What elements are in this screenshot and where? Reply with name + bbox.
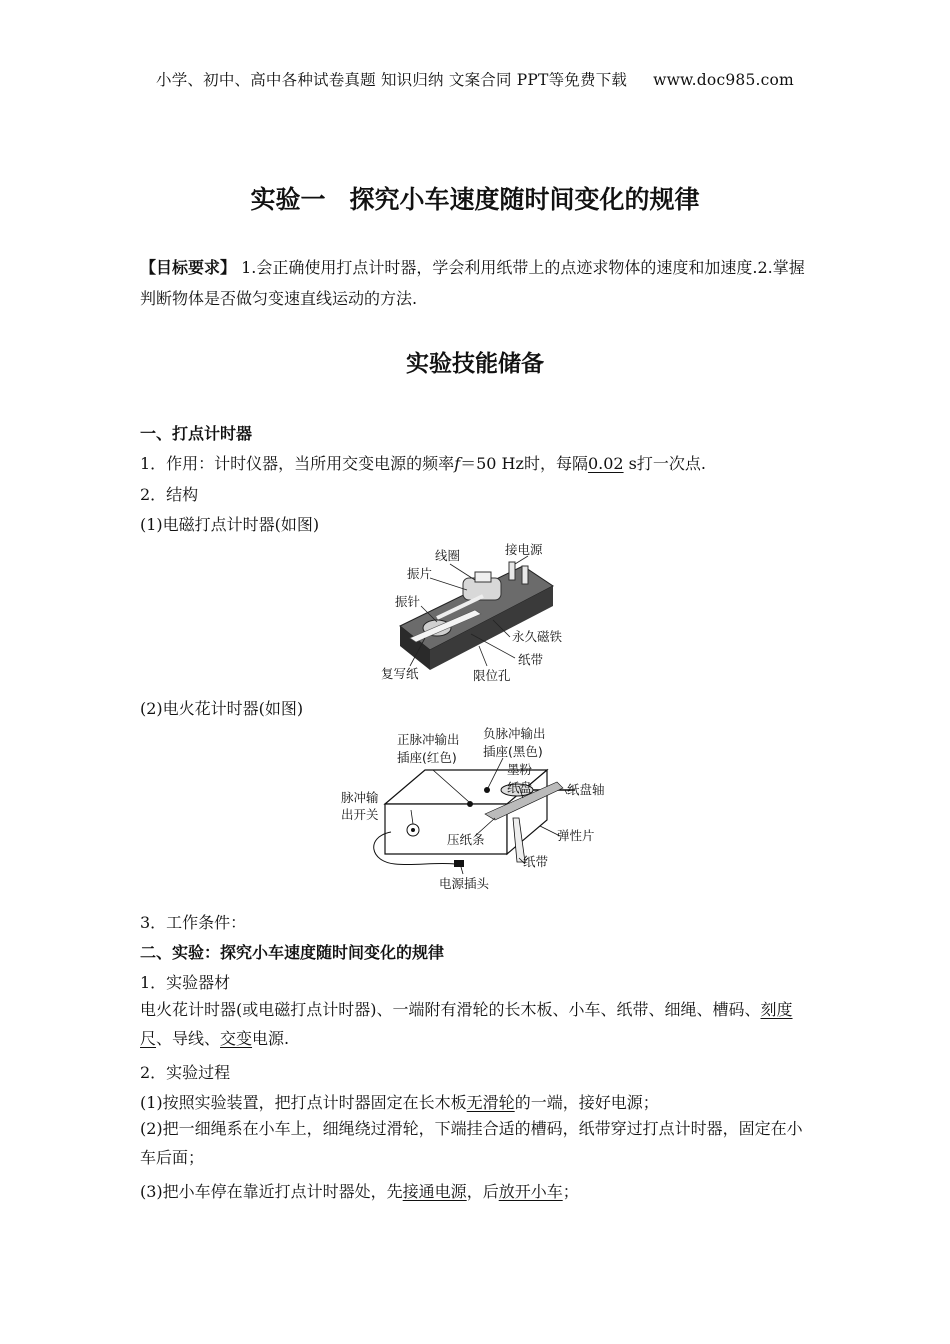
label-neg-out-1: 负脉冲输出 bbox=[483, 726, 546, 741]
s2-heading: 二、实验：探究小车速度随时间变化的规律 bbox=[140, 943, 445, 962]
equip-b: 、导线、 bbox=[156, 1029, 221, 1048]
label-spring: 弹性片 bbox=[557, 828, 595, 843]
coil-top bbox=[475, 572, 491, 582]
goal-paragraph bbox=[140, 252, 815, 314]
label-hole: 限位孔 bbox=[473, 668, 511, 683]
terminal-1 bbox=[509, 562, 515, 580]
step3-c: ； bbox=[562, 1182, 579, 1201]
label-power: 接电源 bbox=[505, 542, 543, 557]
s1-heading: 一、打点计时器 bbox=[140, 424, 253, 443]
s1-item1-c: s打一次点. bbox=[623, 454, 706, 473]
s2-item2: 2．实验过程 bbox=[140, 1063, 231, 1082]
blank-release-cart: 放开小车 bbox=[498, 1182, 563, 1201]
s1-item3: 3．工作条件： bbox=[140, 913, 247, 932]
header-site: www.doc985.com bbox=[653, 71, 794, 89]
step1-b: 的一端，接好电源； bbox=[514, 1093, 659, 1112]
label-ink-1: 墨粉 bbox=[507, 762, 533, 777]
label-neg-out-2: 插座(黑色) bbox=[483, 744, 543, 759]
step3-b: ，后 bbox=[466, 1182, 499, 1201]
label-pos-out-1: 正脉冲输出 bbox=[397, 732, 460, 747]
label-pos-out-2: 插座(红色) bbox=[397, 750, 457, 765]
label-tape: 纸带 bbox=[518, 652, 544, 667]
label-switch-2: 出开关 bbox=[341, 807, 379, 822]
blank-ac: 交变 bbox=[220, 1029, 253, 1048]
label-needle: 振针 bbox=[395, 594, 421, 609]
s1-sub1: (1)电磁打点计时器(如图) bbox=[140, 515, 320, 534]
section-title: 实验技能储备 bbox=[406, 351, 544, 377]
pos-socket bbox=[467, 801, 473, 807]
label-switch-1: 脉冲输 bbox=[341, 790, 379, 805]
step3-a: (3)把小车停在靠近打点计时器处，先 bbox=[140, 1182, 403, 1201]
plug-body bbox=[454, 860, 464, 867]
blank-ruler: 刻度尺 bbox=[140, 1000, 793, 1048]
s1-item1-a: 1．作用：计时仪器，当所用交变电源的频率 bbox=[140, 454, 455, 473]
header-text: 小学、初中、高中各种试卷真题 知识归纳 文案合同 PPT等免费下载 bbox=[156, 71, 628, 89]
box-front bbox=[385, 804, 507, 854]
s1-item1 bbox=[140, 451, 706, 474]
goal-tag: 【目标要求】 bbox=[140, 258, 237, 277]
step2: (2)把一细绳系在小车上，细绳绕过滑轮，下端挂合适的槽码，纸带穿过打点计时器，固定在小车后面； bbox=[140, 1119, 803, 1167]
step3 bbox=[140, 1179, 579, 1202]
blank-no-pulley: 无滑轮 bbox=[466, 1093, 515, 1112]
label-tape-2: 纸带 bbox=[523, 854, 549, 869]
label-carbon: 复写纸 bbox=[381, 666, 419, 681]
label-magnet: 永久磁铁 bbox=[512, 629, 563, 644]
goal-text: 1.会正确使用打点计时器，学会利用纸带上的点迹求物体的速度和加速度.2.掌握判断物体是否做匀变速直线运动的方法. bbox=[140, 258, 805, 308]
page-header bbox=[0, 68, 950, 90]
label-plug: 电源插头 bbox=[439, 876, 490, 891]
label-coil: 线圈 bbox=[435, 548, 461, 563]
s1-item2: 2．结构 bbox=[140, 485, 199, 504]
step1 bbox=[140, 1090, 659, 1113]
label-axle: 纸盘轴 bbox=[567, 782, 605, 797]
s1-item1-b: ＝50 Hz时，每隔 bbox=[460, 454, 588, 473]
switch-dial-inner bbox=[411, 828, 415, 832]
title-part2: 探究小车速度随时间变化的规律 bbox=[349, 185, 700, 214]
page-title bbox=[0, 180, 950, 216]
frequency-symbol: f bbox=[454, 454, 461, 473]
label-press: 压纸条 bbox=[447, 832, 485, 847]
title-part1: 实验一 bbox=[250, 185, 326, 214]
neg-socket bbox=[484, 787, 490, 793]
blank-power-on: 接通电源 bbox=[402, 1182, 467, 1201]
equipment-paragraph bbox=[140, 995, 812, 1053]
equip-c: 电源. bbox=[252, 1029, 290, 1048]
equip-a: 电火花计时器(或电磁打点计时器)、一端附有滑轮的长木板、小车、纸带、细绳、槽码、 bbox=[140, 1000, 761, 1019]
figure-spark-timer bbox=[335, 722, 625, 894]
blank-interval: 0.02 bbox=[587, 454, 624, 473]
label-ink-2: 纸盘 bbox=[507, 780, 533, 795]
s1-sub2: (2)电火花计时器(如图) bbox=[140, 699, 304, 718]
s2-item1: 1．实验器材 bbox=[140, 973, 231, 992]
label-vibrator: 振片 bbox=[407, 566, 433, 581]
step1-a: (1)按照实验装置，把打点计时器固定在长木板 bbox=[140, 1093, 467, 1112]
figure-electromagnetic-timer bbox=[375, 538, 585, 688]
terminal-2 bbox=[522, 566, 528, 584]
